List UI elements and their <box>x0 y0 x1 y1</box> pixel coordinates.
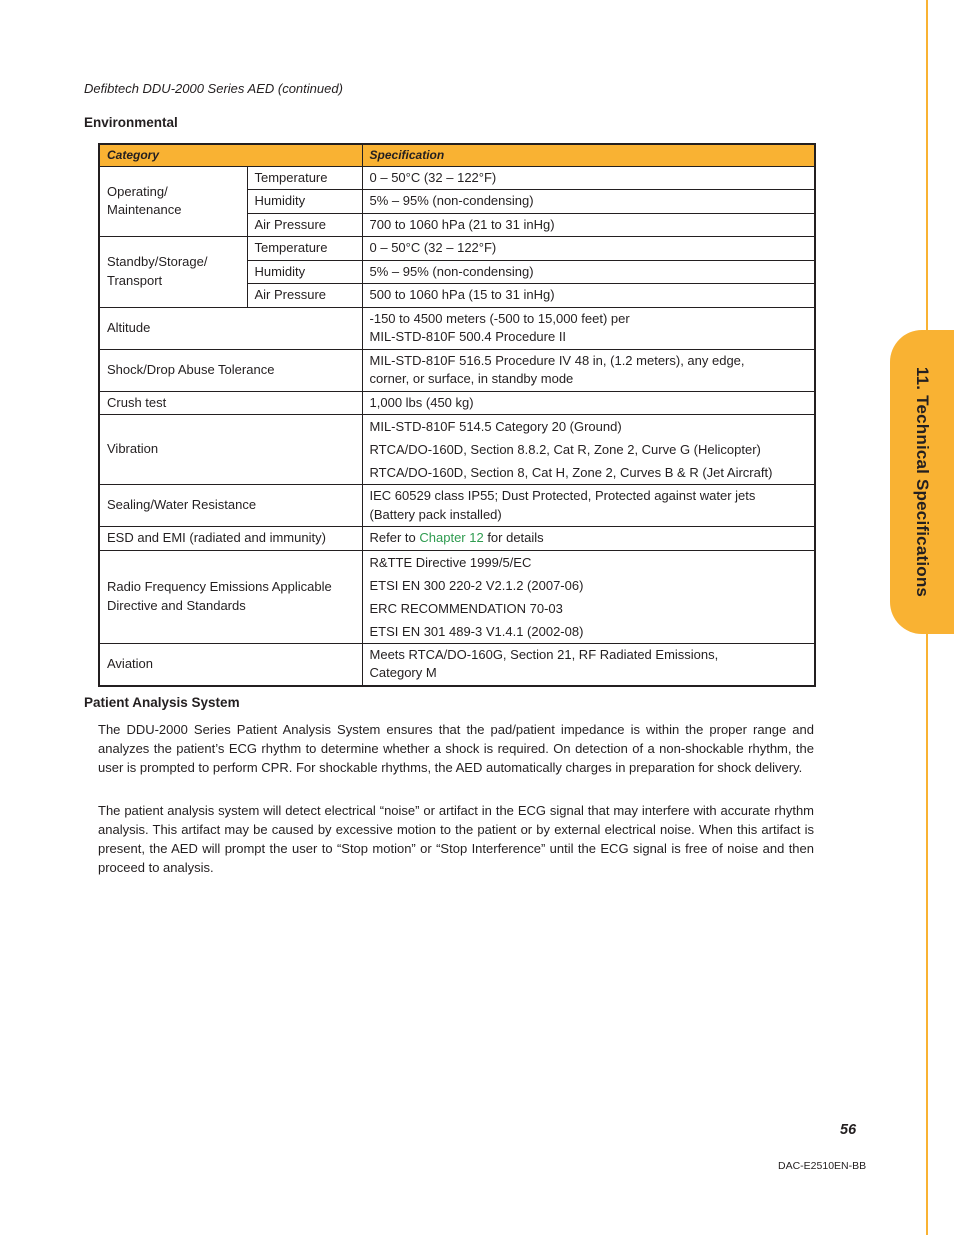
table-row <box>99 391 815 415</box>
category-esd: ESD and EMI (radiated and immunity) <box>99 527 362 551</box>
spec-value: 0 – 50°C (32 – 122°F) <box>362 166 815 190</box>
spec-line: R&TTE Directive 1999/5/EC <box>369 554 532 570</box>
table-row <box>99 166 815 190</box>
spec-line: IEC 60529 class IP55; Dust Protected, Protected against water jets <box>369 488 756 503</box>
spec-text: Refer to <box>369 530 420 545</box>
spec-value <box>362 485 815 527</box>
spec-value: 700 to 1060 hPa (21 to 31 inHg) <box>362 213 815 237</box>
table-row <box>99 550 815 643</box>
column-header-category: Category <box>99 144 362 166</box>
category-standby <box>99 237 247 308</box>
table-row <box>99 237 815 261</box>
spec-line: Meets RTCA/DO-160G, Section 21, RF Radiated Emissions, <box>369 646 719 662</box>
spec-value: 5% – 95% (non-condensing) <box>362 260 815 284</box>
spec-line: RTCA/DO-160D, Section 8, Cat H, Zone 2, Curves B & R (Jet Aircraft) <box>369 465 773 480</box>
spec-value <box>362 415 815 485</box>
spec-line: (Battery pack installed) <box>369 506 502 522</box>
spec-line: ETSI EN 301 489-3 V1.4.1 (2002-08) <box>369 623 584 639</box>
category-label: Transport <box>107 272 163 288</box>
document-code: DAC-E2510EN-BB <box>778 1160 867 1172</box>
subcategory-label: Humidity <box>247 260 362 284</box>
spec-line: corner, or surface, in standby mode <box>369 371 574 386</box>
spec-line: MIL-STD-810F 514.5 Category 20 (Ground) <box>369 419 622 434</box>
patient-analysis-heading: Patient Analysis System <box>84 695 240 710</box>
spec-value <box>362 307 815 349</box>
category-vibration: Vibration <box>99 415 362 485</box>
patient-analysis-paragraph-2: The patient analysis system will detect electrical “noise” or artifact in the ECG signal that may interfere with accurate rhythm analysis. This artifact may be caused by excessive motion to the patient or by external electrical noise. When this artifact is present, the AED will prompt the user to “Stop motion” or “Stop Interference” until the ECG signal is free of noise and then proceed to analysis. <box>98 803 814 875</box>
subcategory-label: Temperature <box>247 237 362 261</box>
spec-value <box>362 349 815 391</box>
spec-line: RTCA/DO-160D, Section 8.8.2, Cat R, Zone 2, Curve G (Helicopter) <box>369 442 761 457</box>
spec-line: -150 to 4500 meters (-500 to 15,000 feet) per <box>369 310 630 326</box>
spec-value: 5% – 95% (non-condensing) <box>362 190 815 214</box>
spec-line: Category M <box>369 665 437 680</box>
category-radio <box>99 550 362 643</box>
spec-value: 0 – 50°C (32 – 122°F) <box>362 237 815 261</box>
table-row <box>99 643 815 686</box>
table-row <box>99 415 815 485</box>
chapter-tab-label: 11. Technical Specifications <box>913 366 932 598</box>
spec-text: for details <box>483 530 544 545</box>
spec-value <box>362 643 815 686</box>
category-crush: Crush test <box>99 391 362 415</box>
spec-value: 500 to 1060 hPa (15 to 31 inHg) <box>362 284 815 308</box>
subcategory-label: Humidity <box>247 190 362 214</box>
running-title: Defibtech DDU-2000 Series AED (continued) <box>84 81 343 96</box>
spec-line: MIL-STD-810F 516.5 Procedure IV 48 in, (1.2 meters), any edge, <box>369 352 745 368</box>
subcategory-label: Air Pressure <box>247 284 362 308</box>
spec-value <box>362 527 815 551</box>
table-row <box>99 349 815 391</box>
category-label: Operating/ <box>107 183 168 199</box>
category-shock: Shock/Drop Abuse Tolerance <box>99 349 362 391</box>
spec-value <box>362 550 815 643</box>
category-sealing: Sealing/Water Resistance <box>99 485 362 527</box>
page-number: 56 <box>840 1122 857 1138</box>
table-header-row <box>99 144 815 166</box>
chapter-12-link[interactable]: Chapter 12 <box>419 530 484 545</box>
patient-analysis-paragraph-1: The DDU-2000 Series Patient Analysis System ensures that the pad/patient impedance is within the proper range and analyzes the patient’s ECG rhythm to determine whether a shock is required. On detection of a non-shockable rhythm, the user is prompted to perform CPR. For shockable rhythms, the AED automatically charges in preparation for shock delivery. <box>98 722 814 775</box>
environmental-table <box>98 143 816 687</box>
category-operating <box>99 166 247 237</box>
spec-line: MIL-STD-810F 500.4 Procedure II <box>369 329 567 344</box>
column-header-specification: Specification <box>362 144 815 166</box>
spec-value: 1,000 lbs (450 kg) <box>362 391 815 415</box>
spec-line: ETSI EN 300 220-2 V2.1.2 (2007-06) <box>369 577 584 593</box>
spec-line: ERC RECOMMENDATION 70-03 <box>369 600 563 616</box>
category-label: Standby/Storage/ <box>107 254 208 270</box>
environmental-heading: Environmental <box>84 115 178 130</box>
subcategory-label: Air Pressure <box>247 213 362 237</box>
category-label: Directive and Standards <box>107 597 246 613</box>
chapter-tab[interactable] <box>890 330 954 634</box>
subcategory-label: Temperature <box>247 166 362 190</box>
category-aviation: Aviation <box>99 643 362 686</box>
category-label: Radio Frequency Emissions Applicable <box>107 579 332 594</box>
table-row <box>99 527 815 551</box>
table-row <box>99 307 815 349</box>
table-row <box>99 485 815 527</box>
category-label: Maintenance <box>107 202 182 218</box>
category-altitude: Altitude <box>99 307 362 349</box>
